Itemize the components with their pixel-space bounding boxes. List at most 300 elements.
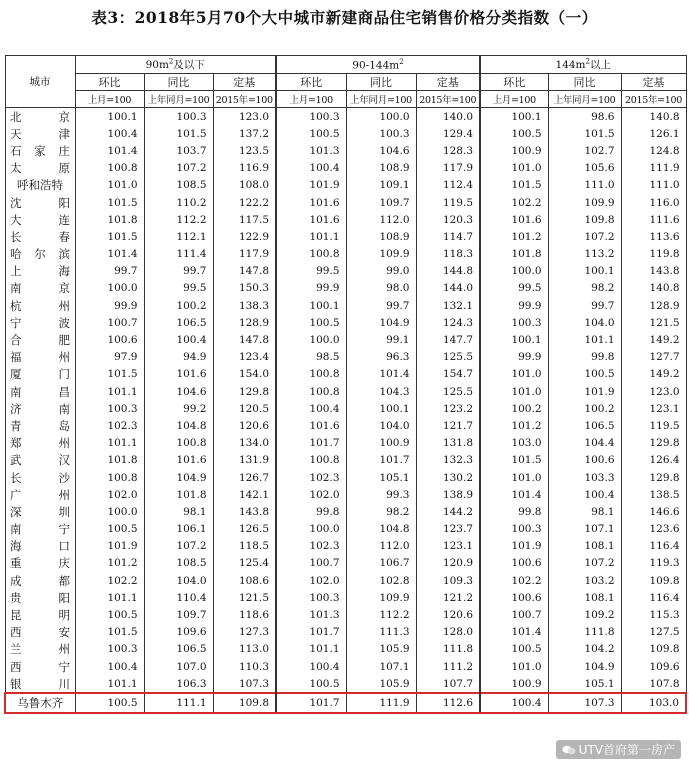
sub-header-mom: 环比 (276, 74, 346, 91)
index-value: 144.2 (416, 503, 480, 520)
index-value: 121.5 (213, 589, 276, 606)
index-value: 102.0 (276, 572, 346, 589)
index-value: 106.5 (144, 314, 213, 331)
index-value: 100.0 (276, 521, 346, 538)
index-value: 101.5 (75, 194, 144, 211)
index-value: 108.1 (548, 538, 621, 555)
index-value: 121.7 (416, 417, 480, 434)
index-value: 100.0 (276, 331, 346, 348)
table-row (5, 435, 686, 452)
table-title: 表3：2018年5月70个大中城市新建商品住宅销售价格分类指数（一） (91, 8, 598, 27)
table-row (5, 228, 686, 245)
index-value: 101.8 (480, 246, 548, 263)
base-header-2015: 2015年=100 (416, 91, 480, 108)
index-value: 99.7 (75, 263, 144, 280)
index-value: 100.9 (480, 675, 548, 693)
index-value: 105.9 (346, 675, 416, 693)
index-value: 129.8 (621, 435, 686, 452)
city-name: 长春 (5, 228, 75, 245)
index-value: 100.4 (276, 160, 346, 177)
index-value: 101.1 (75, 435, 144, 452)
index-value: 134.0 (213, 435, 276, 452)
index-value: 100.4 (75, 658, 144, 675)
index-value: 100.9 (480, 142, 548, 159)
index-value: 109.9 (346, 246, 416, 263)
index-value: 108.9 (346, 160, 416, 177)
city-name: 银川 (5, 675, 75, 693)
index-value: 100.0 (75, 503, 144, 520)
index-value: 117.9 (213, 246, 276, 263)
index-value: 120.6 (416, 606, 480, 623)
index-value: 100.5 (480, 641, 548, 658)
index-value: 112.2 (346, 606, 416, 623)
index-value: 143.8 (621, 263, 686, 280)
table-row (5, 641, 686, 658)
index-value: 123.0 (213, 108, 276, 126)
index-value: 123.1 (416, 538, 480, 555)
table-row (5, 280, 686, 297)
index-value: 140.0 (416, 108, 480, 126)
index-value: 100.4 (144, 331, 213, 348)
index-value: 100.9 (346, 435, 416, 452)
index-value: 100.2 (548, 400, 621, 417)
city-name: 济南 (5, 400, 75, 417)
index-value: 125.5 (416, 349, 480, 366)
index-value: 121.2 (416, 589, 480, 606)
sub-header-mom: 环比 (480, 74, 548, 91)
table-row (5, 452, 686, 469)
index-value: 101.5 (75, 228, 144, 245)
index-value: 120.5 (213, 400, 276, 417)
index-value: 127.5 (621, 624, 686, 641)
index-value: 101.1 (276, 228, 346, 245)
table-row (5, 349, 686, 366)
index-value: 101.9 (480, 538, 548, 555)
base-header-last-year: 上年同月=100 (548, 91, 621, 108)
index-value: 111.4 (144, 246, 213, 263)
table-row (5, 314, 686, 331)
city-name: 沈阳 (5, 194, 75, 211)
index-value: 100.8 (276, 452, 346, 469)
index-value: 138.9 (416, 486, 480, 503)
index-value: 101.3 (276, 142, 346, 159)
city-name: 乌鲁木齐 (5, 693, 75, 712)
city-name: 海口 (5, 538, 75, 555)
index-value: 101.9 (276, 177, 346, 194)
index-value: 120.3 (416, 211, 480, 228)
index-value: 100.5 (548, 366, 621, 383)
index-value: 105.6 (548, 160, 621, 177)
index-value: 154.0 (213, 366, 276, 383)
index-value: 106.5 (144, 641, 213, 658)
index-value: 124.8 (621, 142, 686, 159)
index-value: 110.4 (144, 589, 213, 606)
index-value: 101.7 (276, 693, 346, 712)
index-value: 101.0 (480, 160, 548, 177)
city-name: 成都 (5, 572, 75, 589)
index-value: 104.8 (144, 417, 213, 434)
base-header-last-year: 上年同月=100 (144, 91, 213, 108)
index-value: 101.4 (75, 246, 144, 263)
index-value: 100.8 (276, 383, 346, 400)
index-value: 125.4 (213, 555, 276, 572)
sub-header-fixed: 定基 (621, 74, 686, 91)
index-value: 100.1 (548, 263, 621, 280)
index-value: 99.5 (276, 263, 346, 280)
index-value: 126.7 (213, 469, 276, 486)
index-value: 99.3 (346, 486, 416, 503)
base-header-2015: 2015年=100 (621, 91, 686, 108)
index-value: 104.6 (346, 142, 416, 159)
index-value: 100.3 (346, 125, 416, 142)
index-value: 105.1 (346, 469, 416, 486)
index-value: 108.0 (213, 177, 276, 194)
index-value: 100.6 (75, 331, 144, 348)
index-value: 98.5 (276, 349, 346, 366)
table-row (5, 675, 686, 693)
index-value: 101.1 (75, 383, 144, 400)
index-value: 104.9 (144, 469, 213, 486)
index-value: 113.6 (621, 228, 686, 245)
index-value: 129.8 (213, 383, 276, 400)
index-value: 101.0 (480, 658, 548, 675)
index-value: 109.8 (621, 641, 686, 658)
index-value: 100.3 (480, 314, 548, 331)
index-value: 118.3 (416, 246, 480, 263)
index-value: 123.7 (416, 521, 480, 538)
index-value: 99.9 (276, 280, 346, 297)
table-row (5, 606, 686, 623)
index-value: 101.6 (144, 366, 213, 383)
index-value: 123.6 (621, 521, 686, 538)
base-header-last-year: 上年同月=100 (346, 91, 416, 108)
index-value: 118.6 (213, 606, 276, 623)
index-value: 100.6 (480, 589, 548, 606)
index-value: 105.9 (346, 641, 416, 658)
index-value: 103.0 (480, 435, 548, 452)
table-row (5, 108, 686, 126)
index-value: 99.9 (480, 349, 548, 366)
index-value: 123.2 (416, 400, 480, 417)
index-value: 147.7 (416, 331, 480, 348)
index-value: 101.4 (75, 142, 144, 159)
index-value: 101.6 (276, 211, 346, 228)
index-value: 116.9 (213, 160, 276, 177)
index-value: 101.0 (480, 366, 548, 383)
index-value: 100.7 (75, 314, 144, 331)
index-value: 108.6 (213, 572, 276, 589)
index-value: 94.9 (144, 349, 213, 366)
index-value: 109.7 (144, 606, 213, 623)
index-value: 99.7 (346, 297, 416, 314)
index-value: 100.5 (276, 675, 346, 693)
index-value: 99.8 (548, 349, 621, 366)
index-value: 98.1 (548, 503, 621, 520)
table-row (5, 211, 686, 228)
index-value: 101.5 (480, 177, 548, 194)
index-value: 100.0 (480, 263, 548, 280)
index-value: 103.0 (621, 693, 686, 712)
index-value: 101.5 (75, 366, 144, 383)
index-value: 99.8 (276, 503, 346, 520)
index-value: 100.7 (480, 606, 548, 623)
index-value: 98.2 (346, 503, 416, 520)
index-value: 154.7 (416, 366, 480, 383)
watermark: UTV首府第一房产 (556, 740, 681, 759)
index-value: 116.0 (621, 194, 686, 211)
index-value: 100.8 (276, 246, 346, 263)
index-value: 138.3 (213, 297, 276, 314)
index-value: 101.6 (276, 194, 346, 211)
index-value: 109.3 (416, 572, 480, 589)
index-value: 100.5 (75, 693, 144, 712)
index-value: 138.5 (621, 486, 686, 503)
city-name: 大连 (5, 211, 75, 228)
city-name: 太原 (5, 160, 75, 177)
city-name: 北京 (5, 108, 75, 126)
index-value: 101.5 (144, 125, 213, 142)
index-value: 111.9 (621, 160, 686, 177)
index-value: 100.8 (75, 160, 144, 177)
group-header-small: $90m^2$及以下 (75, 56, 276, 74)
index-value: 109.8 (213, 693, 276, 712)
index-value: 109.6 (621, 658, 686, 675)
index-value: 99.0 (346, 263, 416, 280)
index-value: 130.2 (416, 469, 480, 486)
index-value: 100.1 (346, 400, 416, 417)
index-value: 102.2 (75, 572, 144, 589)
city-name: 福州 (5, 349, 75, 366)
index-value: 109.8 (621, 572, 686, 589)
table-row (5, 263, 686, 280)
index-value: 109.9 (548, 194, 621, 211)
index-value: 104.0 (548, 314, 621, 331)
index-value: 98.1 (144, 503, 213, 520)
index-value: 111.0 (621, 177, 686, 194)
index-value: 112.0 (346, 538, 416, 555)
index-value: 112.0 (346, 211, 416, 228)
index-value: 112.4 (416, 177, 480, 194)
index-value: 104.6 (144, 383, 213, 400)
index-value: 101.6 (144, 452, 213, 469)
index-value: 112.2 (144, 211, 213, 228)
index-value: 107.2 (548, 555, 621, 572)
index-value: 101.5 (75, 624, 144, 641)
index-value: 101.5 (548, 125, 621, 142)
index-value: 131.9 (213, 452, 276, 469)
index-value: 101.4 (480, 486, 548, 503)
index-value: 123.5 (213, 142, 276, 159)
index-value: 98.6 (548, 108, 621, 126)
index-value: 122.9 (213, 228, 276, 245)
index-value: 117.5 (213, 211, 276, 228)
index-value: 101.2 (480, 417, 548, 434)
index-value: 101.6 (276, 417, 346, 434)
index-value: 111.3 (346, 624, 416, 641)
table-row (5, 624, 686, 641)
index-value: 119.8 (621, 246, 686, 263)
index-value: 113.0 (213, 641, 276, 658)
index-value: 100.8 (144, 435, 213, 452)
index-value: 100.2 (480, 400, 548, 417)
city-name: 天津 (5, 125, 75, 142)
index-value: 106.7 (346, 555, 416, 572)
index-value: 100.3 (480, 521, 548, 538)
index-value: 126.1 (621, 125, 686, 142)
index-value: 99.2 (144, 400, 213, 417)
index-value: 101.9 (75, 538, 144, 555)
index-value: 99.5 (480, 280, 548, 297)
index-value: 112.1 (144, 228, 213, 245)
index-value: 119.5 (416, 194, 480, 211)
index-value: 101.1 (276, 641, 346, 658)
index-value: 101.4 (480, 624, 548, 641)
index-value: 109.2 (548, 606, 621, 623)
index-value: 100.4 (480, 693, 548, 712)
index-value: 100.4 (276, 658, 346, 675)
index-value: 104.9 (346, 314, 416, 331)
index-value: 104.0 (346, 417, 416, 434)
table-row (5, 125, 686, 142)
city-name: 西安 (5, 624, 75, 641)
index-value: 101.1 (75, 675, 144, 693)
index-value: 128.0 (416, 624, 480, 641)
index-value: 116.4 (621, 589, 686, 606)
index-value: 140.8 (621, 280, 686, 297)
index-value: 101.8 (75, 452, 144, 469)
index-value: 100.1 (480, 108, 548, 126)
index-value: 98.2 (548, 280, 621, 297)
city-name: 贵阳 (5, 589, 75, 606)
index-value: 100.7 (276, 555, 346, 572)
index-value: 101.0 (75, 177, 144, 194)
city-name: 郑州 (5, 435, 75, 452)
table-row (5, 331, 686, 348)
index-value: 131.8 (416, 435, 480, 452)
city-name: 昆明 (5, 606, 75, 623)
index-value: 107.8 (621, 675, 686, 693)
index-value: 102.8 (346, 572, 416, 589)
index-value: 100.1 (276, 297, 346, 314)
index-value: 121.5 (621, 314, 686, 331)
city-name: 南京 (5, 280, 75, 297)
index-value: 99.9 (75, 297, 144, 314)
index-value: 101.8 (144, 486, 213, 503)
city-name: 深圳 (5, 503, 75, 520)
index-value: 113.2 (548, 246, 621, 263)
index-value: 100.5 (276, 314, 346, 331)
group-header-medium: $90-144m^2$ (276, 56, 480, 74)
sub-header-fixed: 定基 (213, 74, 276, 91)
index-value: 102.3 (276, 469, 346, 486)
table-row (5, 160, 686, 177)
index-value: 123.4 (213, 349, 276, 366)
city-name: 杭州 (5, 297, 75, 314)
index-value: 107.2 (144, 160, 213, 177)
table-body (5, 108, 686, 713)
index-value: 104.2 (548, 641, 621, 658)
index-value: 101.1 (75, 589, 144, 606)
index-value: 108.9 (346, 228, 416, 245)
index-value: 100.4 (75, 125, 144, 142)
index-value: 132.3 (416, 452, 480, 469)
index-value: 119.3 (621, 555, 686, 572)
index-value: 100.5 (75, 521, 144, 538)
table-row (5, 194, 686, 211)
index-value: 111.8 (416, 641, 480, 658)
index-value: 123.0 (621, 383, 686, 400)
city-name: 宁波 (5, 314, 75, 331)
index-value: 120.6 (213, 417, 276, 434)
index-value: 103.2 (548, 572, 621, 589)
sub-header-mom: 环比 (75, 74, 144, 91)
index-value: 144.8 (416, 263, 480, 280)
index-value: 101.0 (480, 383, 548, 400)
table-row (5, 366, 686, 383)
index-value: 102.0 (75, 486, 144, 503)
index-value: 97.9 (75, 349, 144, 366)
index-value: 108.5 (144, 555, 213, 572)
table-row (5, 400, 686, 417)
city-name: 厦门 (5, 366, 75, 383)
base-header-2015: 2015年=100 (213, 91, 276, 108)
index-value: 107.7 (416, 675, 480, 693)
table-row (5, 486, 686, 503)
index-value: 101.3 (276, 606, 346, 623)
city-name: 兰州 (5, 641, 75, 658)
city-name: 合肥 (5, 331, 75, 348)
index-value: 101.7 (276, 624, 346, 641)
index-value: 100.3 (75, 400, 144, 417)
index-value: 109.6 (144, 624, 213, 641)
city-name: 南昌 (5, 383, 75, 400)
index-value: 100.1 (75, 108, 144, 126)
index-value: 132.1 (416, 297, 480, 314)
table-row (5, 572, 686, 589)
index-value: 100.8 (75, 469, 144, 486)
index-value: 126.4 (621, 452, 686, 469)
index-value: 99.1 (346, 331, 416, 348)
city-name: 长沙 (5, 469, 75, 486)
index-value: 100.6 (548, 452, 621, 469)
city-name: 南宁 (5, 521, 75, 538)
index-value: 99.9 (480, 297, 548, 314)
index-value: 115.3 (621, 606, 686, 623)
index-value: 120.9 (416, 555, 480, 572)
index-value: 102.3 (276, 538, 346, 555)
index-value: 100.6 (480, 555, 548, 572)
base-header-last-month: 上月=100 (276, 91, 346, 108)
index-value: 137.2 (213, 125, 276, 142)
index-value: 111.1 (144, 693, 213, 712)
index-value: 100.0 (75, 280, 144, 297)
index-value: 140.8 (621, 108, 686, 126)
city-name: 上海 (5, 263, 75, 280)
index-value: 142.1 (213, 486, 276, 503)
index-value: 101.9 (548, 383, 621, 400)
index-value: 128.9 (621, 297, 686, 314)
index-value: 104.3 (346, 383, 416, 400)
index-value: 107.0 (144, 658, 213, 675)
index-value: 100.2 (144, 297, 213, 314)
sub-header-yoy: 同比 (346, 74, 416, 91)
index-value: 111.9 (346, 693, 416, 712)
index-value: 107.3 (548, 693, 621, 712)
table-row (5, 503, 686, 520)
city-name: 石家庄 (5, 142, 75, 159)
index-value: 96.3 (346, 349, 416, 366)
index-value: 99.5 (144, 280, 213, 297)
